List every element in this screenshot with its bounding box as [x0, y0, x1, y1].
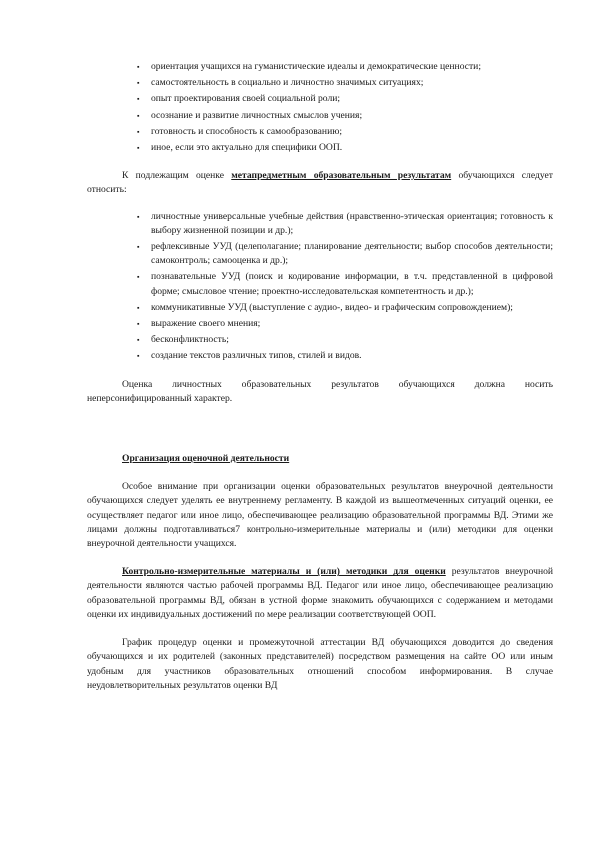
- list-item: ▪ бесконфликтность;: [87, 333, 553, 347]
- list-item: ▪ выражение своего мнения;: [87, 317, 553, 331]
- bullet-icon: ▪: [137, 243, 140, 252]
- paragraph-metasubject: К подлежащим оценке метапредметным образовательным результатам обучающихся следует относить:: [87, 170, 553, 196]
- list-item: ▪ познавательные УУД (поиск и кодирование информации, в т.ч. представленной в цифровой форме; смысловое чтение; проектно-исследовательская компетентность и др.);: [137, 271, 553, 297]
- list-item: ▪ иное, если это актуально для специфики ООП.: [87, 141, 553, 155]
- bullet-icon: ▪: [137, 127, 140, 136]
- bullet-icon: ▪: [137, 273, 140, 282]
- bullet-icon: ▪: [137, 79, 140, 88]
- paragraph-special-attention: Особое внимание при организации оценки образовательных результатов внеурочной деятельности обучающихся следует уделять ее внутреннему регламенту. В каждой из вышеотмеченных ситуаций оценки, ее осуществляет педагог или иное лицо, обеспечивающее реализацию образовательной программы ВД. Этими же лицами должны подготавливаться7 контрольно-измерительные материалы и (или) методики для оценки внеурочной деятельности учащихся.: [87, 481, 553, 550]
- list-item: ▪ личностные универсальные учебные действия (нравственно-этическая ориентация; готовность к выбору жизненной позиции и др.);: [137, 210, 553, 236]
- bullet-icon: ▪: [137, 320, 140, 329]
- section-heading: Организация оценочной деятельности: [122, 453, 290, 465]
- bullet-icon: ▪: [137, 212, 140, 221]
- personal-results-list: [87, 60, 553, 155]
- list-item: ▪ опыт проектирования своей социальной роли;: [87, 92, 553, 106]
- bullet-icon: ▪: [137, 303, 140, 312]
- paragraph-personal-results: Оценка личностных образовательных результатов обучающихся должна носить неперсонифицированный характер.: [87, 378, 553, 404]
- list-item: ▪ осознание и развитие личностных смыслов учения;: [87, 109, 553, 123]
- bullet-icon: ▪: [137, 111, 140, 120]
- list-item: ▪ создание текстов различных типов, стилей и видов.: [87, 349, 553, 363]
- control-materials-term: Контрольно-измерительные материалы и (или) методики для оценки: [122, 566, 446, 578]
- metasubject-term: метапредметным образовательным результатам: [231, 170, 452, 182]
- paragraph-schedule: График процедур оценки и промежуточной аттестации ВД обучающихся доводится до сведения обучающихся и их родителей (законных представителей) посредством размещения на сайте ОО или иным удобным для участников образовательных отношений способом информирования. В случае неудовлетворительных результатов оценки ВД: [87, 637, 553, 691]
- bullet-icon: ▪: [137, 352, 140, 361]
- bullet-icon: ▪: [137, 144, 140, 153]
- list-item: ▪ готовность и способность к самообразованию;: [87, 125, 553, 139]
- document-body: [87, 60, 553, 693]
- bullet-icon: ▪: [137, 63, 140, 71]
- paragraph-control-materials: Контрольно-измерительные материалы и (или) методики для оценки результатов внеурочной деятельности являются частью рабочей программы ВД. Педагог или иное лицо, обеспечивающее реализацию образовательной программы ВД, обязан в устной форме знакомить обучающихся с содержанием и методами оценки их индивидуальных достижений по мере реализации соответствующей ООП.: [87, 566, 554, 620]
- metasubject-results-list: [87, 210, 553, 364]
- list-item: ▪ коммуникативные УУД (выступление с аудио-, видео- и графическим сопровождением);: [87, 301, 553, 315]
- bullet-icon: ▪: [137, 336, 140, 345]
- list-item: ▪ рефлексивные УУД (целеполагание; планирование деятельности; выбор способов деятельности; самоконтроль; самооценка и др.);: [137, 241, 553, 267]
- list-item: ▪ ориентация учащихся на гуманистические идеалы и демократические ценности;: [87, 60, 553, 74]
- list-item: ▪ самостоятельность в социально и личностно значимых ситуациях;: [87, 76, 553, 90]
- bullet-icon: ▪: [137, 95, 140, 104]
